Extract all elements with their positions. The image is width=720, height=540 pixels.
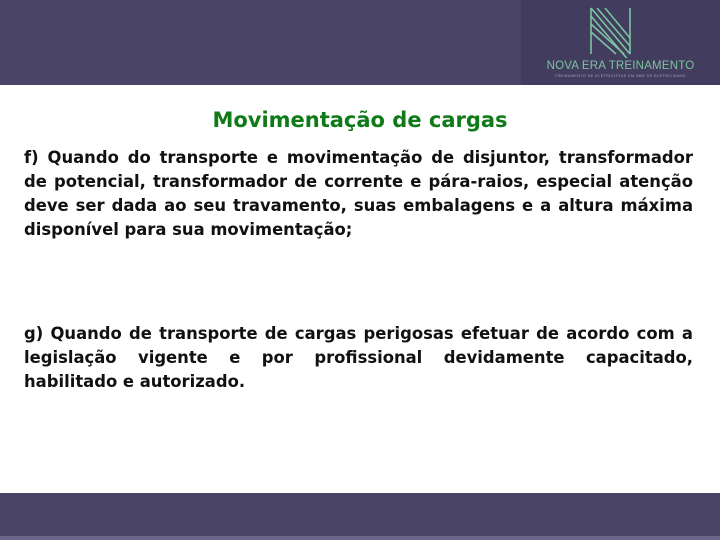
paragraph-g: g) Quando de transporte de cargas perigosas efetuar de acordo com a legislação vigente e por profissional devidamente capacitado, habilitado e autorizado. xyxy=(24,324,693,391)
logo-n-mark-icon xyxy=(585,4,655,58)
logo-name: NOVA ERA TREINAMENTO xyxy=(546,60,695,72)
logo-tagline: TREINAMENTO DE ELETRICISTAS EM NBR DE ELETRICIDADE xyxy=(554,74,687,78)
footer-line xyxy=(0,536,720,540)
footer-band xyxy=(0,493,720,540)
slide-title: Movimentação de cargas xyxy=(212,108,508,132)
company-logo xyxy=(521,0,720,85)
paragraph-f: f) Quando do transporte e movimentação de disjuntor, transformador de potencial, transformador de corrente e pára-raios, especial atenção deve ser dada ao seu travamento, suas embalagens e a altura máxima disponível para sua movimentação; xyxy=(24,148,693,239)
